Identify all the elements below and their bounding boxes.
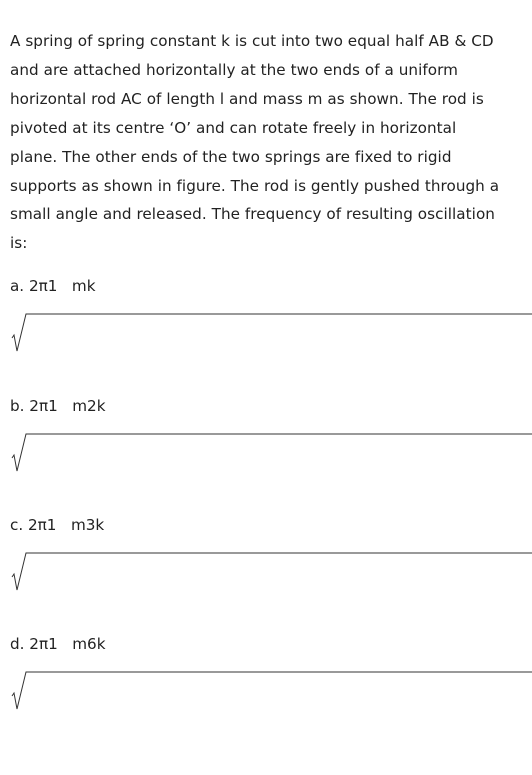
option-d-label[interactable]: d. 2π1 m6k xyxy=(10,635,106,653)
question-text xyxy=(10,27,526,258)
option-b-label[interactable]: b. 2π1 m2k xyxy=(10,397,106,415)
question-line: small angle and released. The frequency of resulting oscillation xyxy=(10,205,495,224)
square-root-symbol xyxy=(10,670,532,712)
square-root-symbol xyxy=(10,432,532,474)
option-a-label[interactable]: a. 2π1 mk xyxy=(10,277,96,295)
question-line: horizontal rod AC of length l and mass m as shown. The rod is xyxy=(10,89,484,108)
question-line: is: xyxy=(10,234,28,253)
square-root-symbol xyxy=(10,312,532,354)
square-root-symbol xyxy=(10,551,532,593)
question-line: pivoted at its centre ‘O’ and can rotate freely in horizontal xyxy=(10,118,457,137)
question-line: supports as shown in figure. The rod is gently pushed through a xyxy=(10,176,500,195)
question-line: A spring of spring constant k is cut into two equal half AB & CD xyxy=(10,32,494,50)
question-line: plane. The other ends of the two springs are fixed to rigid xyxy=(10,147,452,166)
option-c-label[interactable]: c. 2π1 m3k xyxy=(10,516,105,534)
question-line: and are attached horizontally at the two ends of a uniform xyxy=(10,60,458,79)
